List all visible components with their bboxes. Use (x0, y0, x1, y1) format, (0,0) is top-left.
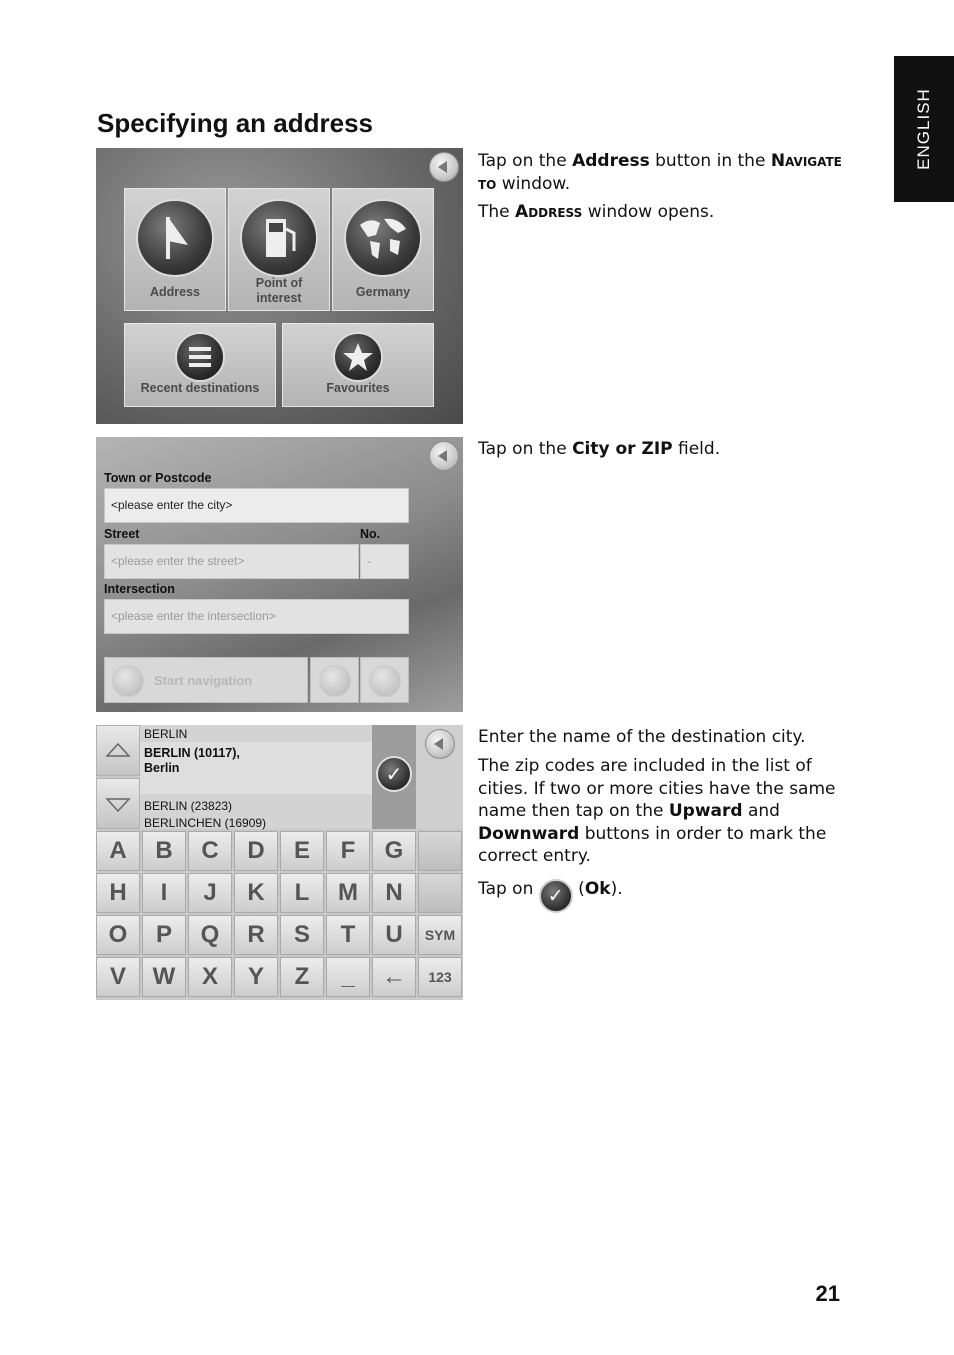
key-blank (418, 873, 462, 913)
key[interactable]: Q (188, 915, 232, 955)
text-run: ( (572, 879, 585, 899)
start-navigation-button[interactable] (104, 657, 308, 703)
underscore-key[interactable]: _ (326, 957, 370, 997)
text-run: Tap on the (478, 439, 573, 459)
poi-tile[interactable] (228, 188, 330, 311)
key[interactable]: X (188, 957, 232, 997)
town-label: Town or Postcode (104, 471, 212, 485)
text-run: Tap on (478, 879, 539, 899)
instruction-city-field (478, 438, 848, 461)
text-run: field. (672, 439, 721, 459)
key[interactable]: C (188, 831, 232, 871)
key[interactable]: H (96, 873, 140, 913)
address-form-screenshot (96, 437, 463, 712)
instruction-enter-city: Enter the name of the destination city. (478, 727, 806, 747)
navigate-to-screenshot (96, 148, 463, 424)
key[interactable]: J (188, 873, 232, 913)
key[interactable]: M (326, 873, 370, 913)
text-run: button in the (649, 151, 771, 171)
key[interactable]: B (142, 831, 186, 871)
key[interactable]: S (280, 915, 324, 955)
map-button[interactable] (310, 657, 359, 703)
back-icon[interactable] (429, 152, 459, 182)
key[interactable]: A (96, 831, 140, 871)
key[interactable]: K (234, 873, 278, 913)
key[interactable]: R (234, 915, 278, 955)
list-icon (175, 332, 225, 382)
text-run: The (478, 202, 516, 222)
key[interactable]: Y (234, 957, 278, 997)
back-icon[interactable] (429, 441, 459, 471)
language-tab-label: ENGLISH (914, 88, 933, 170)
key[interactable]: W (142, 957, 186, 997)
ok-term: Ok (584, 879, 611, 899)
back-icon[interactable] (425, 729, 455, 759)
address-tile[interactable] (124, 188, 226, 311)
poi-tile-label: Point of interest (255, 276, 303, 305)
text-run: The zip codes are included in the list of cities. If two or more cities have the same name then tap on the (478, 756, 836, 821)
globe-icon (344, 199, 422, 277)
ok-check-icon[interactable]: ✓ (376, 756, 412, 792)
up-arrow-icon (97, 726, 139, 775)
intersection-label: Intersection (104, 582, 175, 596)
start-navigation-label: Start navigation (154, 673, 253, 688)
street-label: Street (104, 527, 140, 541)
ok-check-icon: ✓ (539, 879, 573, 913)
street-field[interactable]: <please enter the street> (104, 544, 359, 579)
key[interactable]: U (372, 915, 416, 955)
language-tab (894, 56, 954, 202)
instruction-tap-ok (478, 878, 848, 913)
map-icon (319, 665, 351, 697)
key[interactable]: E (280, 831, 324, 871)
town-field[interactable]: <please enter the city> (104, 488, 409, 523)
key[interactable]: G (372, 831, 416, 871)
section-heading: Specifying an address (97, 108, 373, 138)
country-tile[interactable] (332, 188, 434, 311)
instruction-address-window (478, 201, 848, 224)
key[interactable]: Z (280, 957, 324, 997)
ok-strip (372, 725, 416, 829)
favourites-tile[interactable] (282, 323, 434, 407)
symbols-key[interactable]: SYM (418, 915, 462, 955)
result-line: Berlin (144, 761, 180, 775)
city-keyboard-screenshot (96, 725, 463, 1000)
key[interactable]: D (234, 831, 278, 871)
save-icon (369, 665, 401, 697)
key[interactable]: O (96, 915, 140, 955)
result-line[interactable]: BERLIN (23823) (144, 799, 233, 813)
down-arrow-icon (97, 779, 139, 828)
key[interactable]: N (372, 873, 416, 913)
fuel-pump-icon (240, 199, 318, 277)
key[interactable]: I (142, 873, 186, 913)
navigation-arrow-icon (112, 665, 144, 697)
downward-term: Downward (478, 823, 580, 844)
text-run: window. (496, 173, 571, 194)
city-input[interactable]: BERLIN (144, 727, 188, 741)
instruction-address-button (478, 150, 848, 195)
recent-destinations-label: Recent destinations (140, 381, 260, 395)
downward-button[interactable] (96, 778, 140, 829)
star-icon (333, 332, 383, 382)
key[interactable]: T (326, 915, 370, 955)
text-run: buttons in order to mark the correct entry. (478, 823, 827, 866)
instruction-zip-codes (478, 755, 848, 868)
page-number: 21 (815, 1281, 840, 1306)
intersection-field[interactable]: <please enter the intersection> (104, 599, 409, 634)
selected-row[interactable] (140, 742, 372, 794)
favourites-label: Favourites (326, 381, 390, 395)
upward-button[interactable] (96, 725, 140, 776)
recent-destinations-tile[interactable] (124, 323, 276, 407)
flag-icon (136, 199, 214, 277)
number-field[interactable]: - (360, 544, 409, 579)
right-strip (416, 725, 463, 829)
upward-term: Upward (668, 801, 743, 821)
key[interactable]: V (96, 957, 140, 997)
result-line[interactable]: BERLINCHEN (16909) (144, 816, 267, 830)
text-run: Tap on the (478, 151, 573, 171)
text-run: ). (610, 879, 623, 899)
key-blank (418, 831, 462, 871)
key[interactable]: P (142, 915, 186, 955)
number-label: No. (360, 527, 381, 541)
key[interactable]: L (280, 873, 324, 913)
backspace-key[interactable]: ← (372, 957, 416, 997)
save-button[interactable] (360, 657, 409, 703)
text-run: and (742, 801, 780, 821)
numbers-key[interactable]: 123 (418, 957, 462, 997)
key[interactable]: F (326, 831, 370, 871)
address-tile-label: Address (149, 285, 201, 299)
city-zip-term: City or ZIP (572, 439, 673, 459)
country-tile-label: Germany (355, 285, 411, 299)
address-term: Address (572, 151, 650, 171)
city-result-list (140, 725, 372, 829)
navigate-to-term: Navigate to (478, 151, 842, 194)
text-run: window opens. (582, 202, 715, 222)
address-window-term: Address (515, 202, 583, 222)
result-line: BERLIN (10117), (144, 746, 240, 760)
